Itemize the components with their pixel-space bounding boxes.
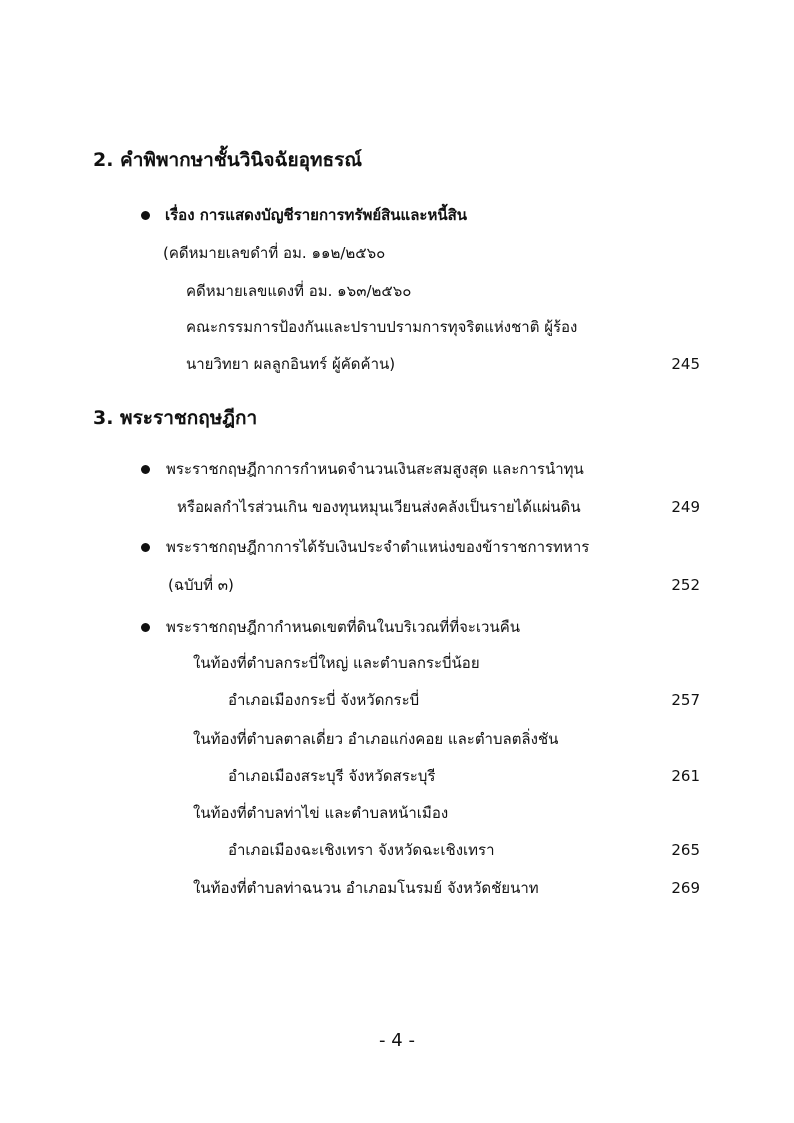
entry-line: คดีหมายเลขแดงที่ อม. ๑๖๓/๒๕๖๐	[186, 282, 412, 300]
sub-entry-line: ในท้องที่ตำบลกระบี่ใหญ่ และตำบลกระบี่น้อย	[193, 654, 480, 672]
page-number: 269	[671, 879, 700, 897]
entry-title: เรื่อง การแสดงบัญชีรายการทรัพย์สินและหนี้สิน	[165, 206, 467, 224]
section-heading: 3. พระราชกฤษฎีกา	[93, 407, 258, 429]
entry-line: (คดีหมายเลขดำที่ อม. ๑๑๒/๒๕๖๐	[163, 244, 386, 262]
entry-line: นายวิทยา ผลลูกอินทร์ ผู้คัดค้าน)	[186, 355, 396, 373]
sub-entry-line: อำเภอเมืองฉะเชิงเทรา จังหวัดฉะเชิงเทรา	[228, 841, 495, 859]
bullet-icon	[141, 211, 150, 220]
bullet-icon	[141, 465, 150, 474]
sub-entry-line: ในท้องที่ตำบลท่าฉนวน อำเภอมโนรมย์ จังหวัดชัยนาท	[193, 879, 539, 897]
entry-title: พระราชกฤษฎีกากำหนดเขตที่ดินในบริเวณที่ที่จะเวนคืน	[166, 618, 521, 636]
page-number: 257	[671, 691, 700, 709]
sub-entry-line: ในท้องที่ตำบลท่าไข่ และตำบลหน้าเมือง	[193, 804, 449, 822]
section-heading: 2. คำพิพากษาชั้นวินิจฉัยอุทธรณ์	[93, 149, 362, 171]
page-number: 252	[671, 576, 700, 594]
entry-line: พระราชกฤษฎีกาการกำหนดจำนวนเงินสะสมสูงสุด และการนำทุน	[166, 460, 584, 478]
page-number: 261	[671, 767, 700, 785]
entry-line: คณะกรรมการป้องกันและปราบปรามการทุจริตแห่งชาติ ผู้ร้อง	[186, 318, 578, 336]
sub-entry-line: ในท้องที่ตำบลตาลเดี่ยว อำเภอแก่งคอย และตำบลตลิ่งชัน	[193, 730, 559, 748]
page-number: 245	[671, 355, 700, 373]
entry-line: หรือผลกำไรส่วนเกิน ของทุนหมุนเวียนส่งคลังเป็นรายได้แผ่นดิน	[177, 498, 581, 516]
page-number: 249	[671, 498, 700, 516]
page-footer-number: - 4 -	[379, 1030, 415, 1051]
entry-line: (ฉบับที่ ๓)	[168, 576, 234, 594]
page-number: 265	[671, 841, 700, 859]
sub-entry-line: อำเภอเมืองกระบี่ จังหวัดกระบี่	[228, 691, 420, 709]
bullet-icon	[141, 623, 150, 632]
bullet-icon	[141, 543, 150, 552]
sub-entry-line: อำเภอเมืองสระบุรี จังหวัดสระบุรี	[228, 767, 436, 785]
entry-line: พระราชกฤษฎีกาการได้รับเงินประจำตำแหน่งของข้าราชการทหาร	[166, 538, 590, 556]
